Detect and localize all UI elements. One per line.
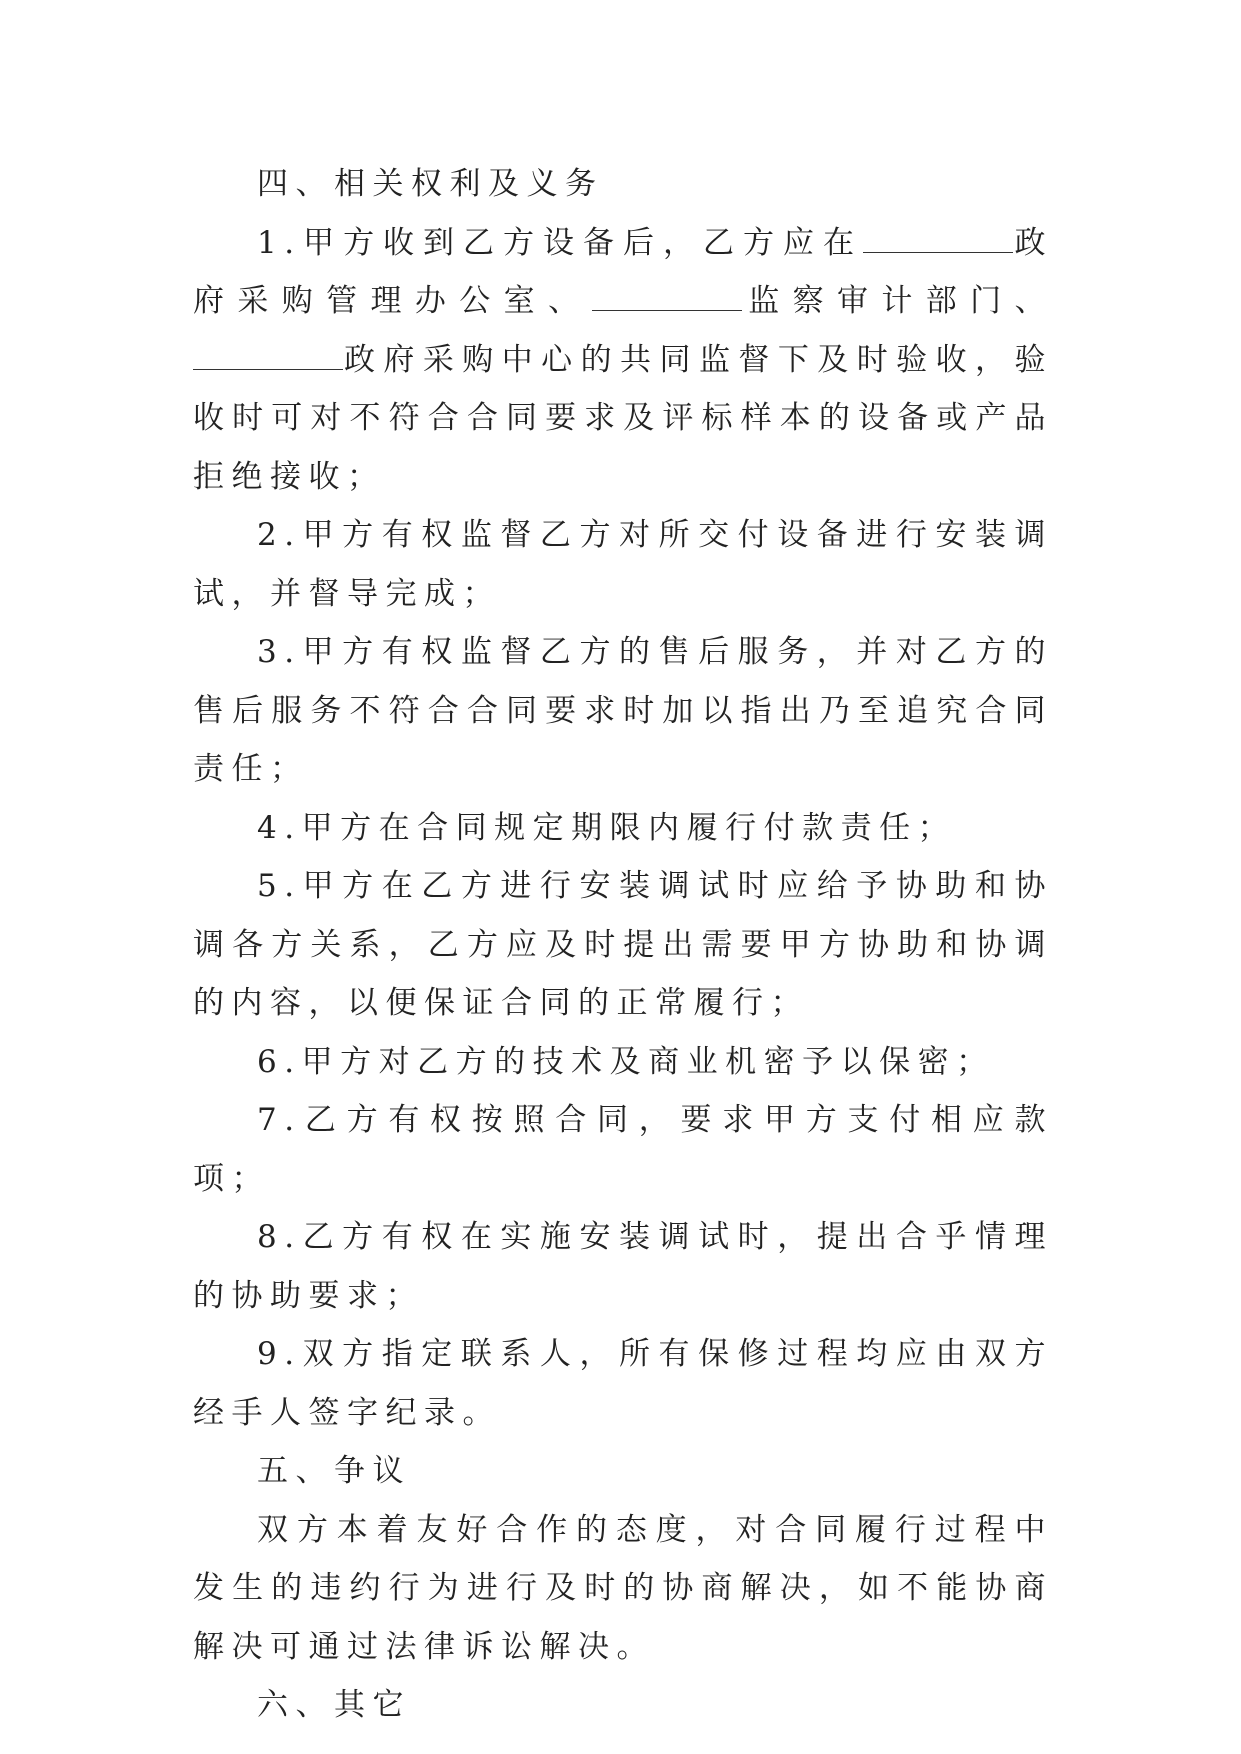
clause-1 [193, 214, 1053, 507]
section-heading-other: 六、其它 [257, 1687, 411, 1723]
clause-2: 2.甲方有权监督乙方对所交付设备进行安装调试，并督导完成； [193, 517, 1053, 612]
blank-line-3 [193, 339, 343, 370]
clause-9: 9.双方指定联系人，所有保修过程均应由双方经手人签字纪录。 [193, 1336, 1053, 1431]
dispute-body: 双方本着友好合作的态度，对合同履行过程中发生的违约行为进行及时的协商解决，如不能协商解决可通过法律诉讼解决。 [193, 1511, 1053, 1665]
clause-1-text-d: 政府采购中心的共同监督下及时验收，验收时可对不符合合同要求及评标样本的设备或产品拒绝接收； [193, 341, 1053, 495]
clause-1-text-c: 监察审计部门、 [742, 283, 1053, 319]
document-page [193, 155, 1053, 1735]
clause-8: 8.乙方有权在实施安装调试时，提出合乎情理的协助要求； [193, 1219, 1053, 1314]
clause-5: 5.甲方在乙方进行安装调试时应给予协助和协调各方关系，乙方应及时提出需要甲方协助和协调的内容，以便保证合同的正常履行； [193, 868, 1053, 1021]
clause-1-text-b: 政府采购管理办公室、 [193, 224, 1054, 319]
clause-1-text-a: 1.甲方收到乙方设备后，乙方应在 [257, 224, 864, 261]
clause-6: 6.甲方对乙方的技术及商业机密予以保密； [257, 1043, 995, 1080]
blank-line-2 [592, 280, 742, 311]
clause-4: 4.甲方在合同规定期限内履行付款责任； [257, 809, 957, 846]
clause-7: 7.乙方有权按照合同，要求甲方支付相应款项； [193, 1102, 1053, 1197]
clause-3: 3.甲方有权监督乙方的售后服务，并对乙方的售后服务不符合合同要求时加以指出乃至追究合同责任； [193, 634, 1053, 787]
section-heading-dispute: 五、争议 [257, 1453, 411, 1489]
blank-line-1 [863, 222, 1013, 253]
section-heading-rights-obligations: 四、相关权利及义务 [257, 166, 604, 202]
